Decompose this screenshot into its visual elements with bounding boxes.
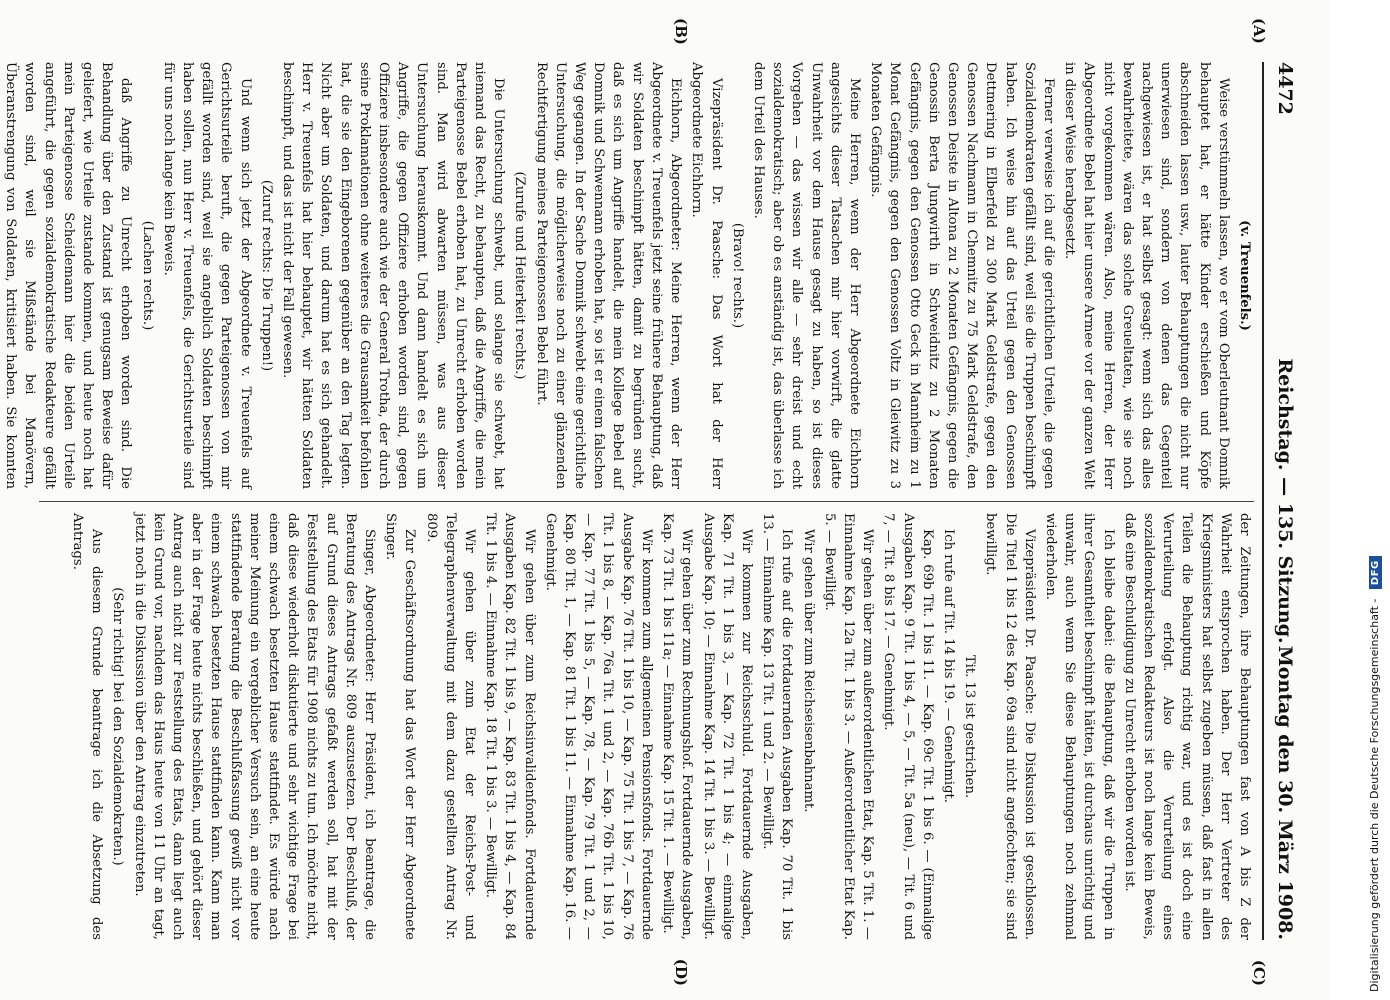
- paragraph: Ich rufe auf Tit. 14 bis 19. — Genehmigt.: [940, 529, 956, 804]
- paragraph: Wir gehen über zum außerordentlichen Etat, Kap. 5 Tit. 1. — Einnahme Kap. 12a Tit. 1 bis 3. — Außerordentlicher Etat Kap. 5. — Bewilligt.: [821, 513, 876, 940]
- paragraph: Zur Geschäftsordnung hat das Wort der Herr Abgeordnete Singer.: [383, 513, 418, 940]
- interjection: Tit. 13 ist gestrichen.: [962, 654, 978, 799]
- paragraph: Singer, Abgeordneter: Herr Präsident, ich beantrage, die Beratung des Antrags Nr. 809 auszusetzen. Der Beschluß, der auf Grund dieses Antrags gefaßt werden soll, hat mit der Feststellung des Etats für 1908 nichts zu tun. Ich möchte nicht, daß diese wiederholt diskutierte und sehr wichtige Frage bei einem schwach besetzten Hause stattfindet. Es würde nach meiner Meinung ein vergeblicher Versuch sein, an eine heute stattfindende Beratung die Beschlußfassung gewiß nicht vor einem schwach besetzten Hause stattfinden kann. Kann man aber in der Frage heute nichts beschließen, und gehört dieser Antrag auch nicht zur Feststellung des Etats, dann liegt auch kein Grund vor, nachdem das Haus heute von 11 Uhr an tagt, jetzt noch in die Diskussion über den Antrag einzutreten.: [131, 513, 378, 940]
- paragraph: Und wenn sich jetzt der Abgeordnete v. Treuenfels auf Gerichtsurteile beruft, die gegen Parteigenossen von mir gefällt worden sind, weil sie angeblich Soldaten beschimpft haben sollen, nun Herr v. Treuenfels, die Gerichtsurteile sind für uns noch lange kein Beweis.: [160, 62, 253, 489]
- paragraph: daß Angriffe zu Unrecht erhoben worden sind. Die Behandlung über den Zustand ist genugsam Beweise dafür geliefert, wie Urteile zustande kommen, und heute noch hat mein Parteigenosse Scheidemann hier die beiden Urteile angeführt, die gegen sozialdemokratische Redakteure gefällt worden sind, weil sie Mißstände bei Manövern, Überanstrengung von Soldaten, kritisiert haben. Sie konnten: [3, 62, 134, 489]
- paragraph: Ich bleibe dabei: die Behauptung, daß wir die Truppen in ihrer Gesamtheit beschimpft hätten, ist durchaus unrichtig und unwahr, auch wenn Sie diese Behauptungen noch zehnmal wiederholen.: [1042, 513, 1116, 940]
- credit-text: Digitalisierung gefördert durch die Deutsche Forschungsgemeinschaft -: [1368, 598, 1381, 992]
- margin-mark-b: (B): [672, 18, 690, 45]
- paragraph: Die Untersuchung schwebt, und solange sie schwebt, hat niemand das Recht, zu behaupten, daß die Angriffe, die mein Parteigenosse Bebel erhoben hat, zu Unrecht erhoben worden sind. Man wird abwarten müssen, was aus dieser Untersuchung herauskommt. Und dann handelt es sich um Angriffe, die gegen Offiziere erhoben worden sind, gegen Offiziere insbesondere auch wie der General Trotha, der durch seine Proklamationen ohne weiteres die Grausamkeit befohlen hat, die sie den Eingeborenen gegenüber an den Tag legten. Nicht aber um Soldaten, und darum hat es sich gehandelt. Herr v. Treuenfels hat hier behauptet, wir hätten Soldaten beschimpft, und das ist nicht der Fall gewesen.: [280, 62, 507, 489]
- credit-line: [1368, 0, 1390, 992]
- session-title: Reichstag. — 135. Sitzung.: [1274, 358, 1296, 644]
- paragraph: Ich rufe auf die fortdauernden Ausgaben Kap. 70 Tit. 1 bis 13. — Einnahme Kap. 13 Tit. 1 und 2. — Bewilligt.: [760, 513, 795, 940]
- interjection: (Zurufe und Heiterkeit rechts.): [512, 171, 528, 380]
- margin-mark-a: (A): [1250, 18, 1268, 44]
- margin-mark-c: (C): [1250, 959, 1268, 986]
- paragraph: Kap. 69b Tit. 1 bis 11. — Kap. 69c Tit. 1 bis 6. — (Einmalige Ausgaben Kap. 9 Tit. 1 bis 4, — 5, — Tit. 5a (neu), — Tit. 6 und 7, — Tit. 8 bis 17. — Genehmigt.: [881, 513, 935, 940]
- right-column: [39, 513, 1254, 940]
- paragraph: Vizepräsident Dr. Paasche: Das Wort hat der Herr Abgeordnete Eichhorn.: [689, 62, 724, 489]
- left-column: [3, 62, 1254, 489]
- page-number: 4472: [1274, 62, 1296, 115]
- paragraph: Weise verstümmeln lassen, wo er vom Oberleutnant Domnik behauptet hat, er hätte Kinder erschießen und Köpfe abschneiden lassen usw., lauter Behauptungen die nicht nur unerwiesen sind, sondern von denen das Gegenteil nachgewiesen ist, er hat selbst gesagt: wenn sich das alles bewahrheitete, wären das solche Greueltaten, wie sie noch nicht vorgekommen wären. Also, meine Herren, der Herr Abgeordnete Bebel hat hier unsere Armee vor der ganzen Welt in dieser Weise herabgesetzt.: [1062, 62, 1231, 489]
- paragraph: Ferner verweise ich auf die gerichtlichen Urteile, die gegen Sozialdemokraten gefällt sind, weil sie die Truppen beschimpft haben. Ich weise hin auf das Urteil gegen den Genossen Dettmering in Elberfeld zu 300 Mark Geldstrafe, gegen den Genossen Nachmann in Chemnitz zu 75 Mark Geldstrafe, den Genossen Deiste in Altona zu 2 Monaten Gefängnis, gegen die Genossin Berta Jungwirth in Schweidnitz zu 2 Monaten Gefängnis, gegen den Genossen Otto Geck in Mannheim zu 1 Monat Gefängnis, gegen den Genossen Voltz in Gleiwitz zu 3 Monaten Gefängnis.: [868, 62, 1056, 489]
- paragraph: Eichhorn, Abgeordneter: Meine Herren, wenn der Herr Abgeordnete v. Treuenfels jetzt seine frühere Behauptung, daß wir Soldaten beschimpft hätten, damit zu begründen sucht, daß es sich um Angriffe handelt, die mein Kollege Bebel auf Domnik und Schwennann erhoben hat, so ist er einem falschen Weg gegangen. In der Sache Domnik schwebt eine gerichtliche Untersuchung, die möglicherweise noch zu einer glänzenden Rechtfertigung meines Parteigenossen Bebel führt.: [533, 62, 684, 489]
- paragraph: Aus diesem Grunde beantrage ich die Absetzung des Antrags.: [70, 513, 105, 940]
- column-divider: [39, 501, 1254, 502]
- paragraph: Wir kommen zur Reichsschuld. Fortdauernde Ausgaben, Kap. 71 Tit. 1 bis 3, — Kap. 72 Tit. 1 bis 4; — einmalige Ausgabe Kap. 10; — Einnahme Kap. 14 Tit. 1 bis 3. — Bewilligt.: [700, 513, 754, 940]
- paragraph: Vizepräsident Dr. Paasche: Die Diskussion ist geschlossen. Die Titel 1 bis 12 des Kap. 69a sind nicht angefochten; sie sind bewilligt.: [983, 513, 1037, 940]
- interjection: (Zuruf rechts: Die Truppen!): [258, 179, 274, 372]
- margin-mark-d: (D): [672, 958, 690, 986]
- page-header: [1262, 62, 1302, 940]
- text-columns: [3, 62, 1254, 940]
- paragraph: Wir gehen über zum Rechnungshof. Fortdauernde Ausgaben, Kap. 73 Tit. 1 bis 11a; — Einnahme Kap. 15 Tit. 1. — Bewilligt.: [660, 513, 695, 940]
- dfg-logo: DFG: [1369, 556, 1382, 589]
- speaker-tag: (v. Treuenfels.): [1237, 220, 1252, 331]
- paragraph: der Zeitungen, ihre Behauptungen fast von A bis Z der Wahrheit entsprochen haben. Der Herr Vertreter des Kriegsministers hat selbst zugeben müssen, daß fast in allen Teilen die Behauptung richtig war, und es ist doch eine Verurteilung erfolgt. Also die Verurteilung eines sozialdemokratischen Redakteurs ist noch lange kein Beweis, daß eine Beschuldigung zu Unrecht erhoben worden ist.: [1121, 513, 1252, 940]
- session-date: Montag den 30. März 1908.: [1274, 645, 1296, 940]
- interjection: (Sehr richtig! bei den Sozialdemokraten.): [110, 587, 126, 866]
- paragraph: Meine Herren, wenn der Herr Abgeordnete Eichhorn angesichts dieser Tatsachen mir hier vorwirft, die glatte Unwahrheit vor dem Hause gesagt zu haben, so ist dieses Vorgehen — das wissen wir alle — sehr dreist und echt sozialdemokratisch; aber ob es anständig ist, das überlasse ich dem Urteil des Hauses.: [750, 62, 862, 489]
- paragraph: Wir gehen über zum Etat der Reichs-Post- und Telegraphenverwaltung mit dem dazu gestellten Antrag Nr. 809.: [423, 513, 478, 940]
- paragraph: Wir gehen über zum Reichsinvalidenfonds. Fortdauernde Ausgaben Kap. 82 Tit. 1 bis 9, — Kap. 83 Tit. 1 bis 4, — Kap. 84 Tit. 1 bis 4. — Einnahme Kap. 18 Tit. 1 bis 3. — Bewilligt.: [483, 513, 537, 940]
- interjection: (Bravo! rechts.): [729, 222, 745, 329]
- interjection: (Lachen rechts.): [139, 220, 155, 331]
- paragraph: Wir kommen zum allgemeinen Pensionsfonds. Fortdauernde Ausgabe Kap. 76 Tit. 1 bis 10, — Kap. 75 Tit. 1 bis 7, — Kap. 76 Tit. 1 bis 8, — Kap. 76a Tit. 1 und 2, — Kap. 76b Tit. 1 bis 10, — Kap. 77 Tit. 1 bis 5, — Kap. 78, — Kap. 79 Tit. 1 und 2, — Kap. 80 Tit. 1, — Kap. 81 Tit. 1 bis 11. — Einnahme Kap. 16. — Genehmigt.: [542, 513, 654, 940]
- footer-credit: [1338, 0, 1383, 1000]
- paragraph: Wir gehen über zum Reichseisenbahnamt.: [800, 529, 816, 813]
